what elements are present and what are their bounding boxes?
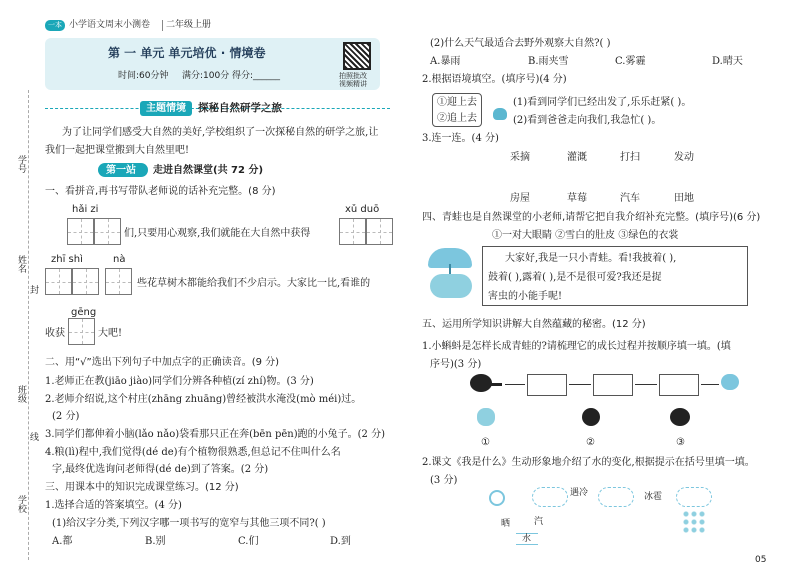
theme-title: 探秘自然研学之旅 — [198, 102, 282, 114]
page-number: 05 — [755, 555, 767, 565]
noun-1[interactable]: 房屋 — [510, 193, 530, 204]
water-label-hail: 冰雹 — [644, 492, 663, 502]
froglet-icon — [477, 408, 495, 426]
cloud-icon — [532, 487, 568, 507]
pinyin-xuduo: xǔ duō — [345, 204, 380, 215]
weather-a[interactable]: A.暴雨 — [430, 56, 461, 67]
side-label-xuehao: 学号 — [16, 155, 26, 173]
tian-box[interactable] — [45, 268, 72, 295]
tian-box[interactable] — [339, 218, 366, 245]
weather-d[interactable]: D.晴天 — [712, 56, 743, 67]
umbrella-frog-illustration — [422, 244, 480, 304]
weather-c[interactable]: C.雾霾 — [615, 56, 646, 67]
score-info: 满分:100分 — [182, 71, 230, 81]
tian-box[interactable] — [105, 268, 132, 295]
noun-4[interactable]: 田地 — [674, 193, 694, 204]
tian-box[interactable] — [366, 218, 393, 245]
q5-2b: (3 分) — [430, 475, 458, 486]
q1-text-3b: 大吧! — [98, 328, 123, 339]
sun-icon — [489, 490, 505, 506]
frog-icon — [493, 108, 507, 120]
tian-box[interactable] — [94, 218, 121, 245]
q3-3: 2.根据语境填空。(填序号)(4 分) — [422, 74, 567, 85]
tian-box[interactable] — [68, 318, 95, 345]
verb-4[interactable]: 发动 — [674, 152, 694, 163]
q2-item-4b: 字,最终优选询问老师得(dé de)到了答案。(2 分) — [52, 464, 269, 475]
pinyin-haizi: hǎi zi — [72, 204, 99, 215]
side-label-xian: 线 — [30, 433, 40, 443]
q2-item-1: 1.老师正在教(jiāo jiào)同学们分辨各种植(zí zhí)物。(3 分) — [45, 376, 314, 387]
header-badge: 一本 — [45, 20, 65, 31]
water-label-vapor: 汽 — [534, 517, 544, 527]
intro-line-2: 我们一起把课堂搬到大自然里吧! — [45, 145, 190, 156]
answer-box[interactable] — [659, 374, 699, 396]
q1-text-1: 们,只要用心观察,我们就能在大自然中获得 — [124, 228, 311, 239]
q1-title: 一、看拼音,再书写带队老师说的话补充完整。(8 分) — [45, 186, 276, 197]
station1-title: 走进自然课堂(共 72 分) — [153, 165, 264, 176]
option-a[interactable]: A.都 — [52, 536, 73, 547]
q3-4: 3.连一连。(4 分) — [422, 133, 499, 144]
pinyin-geng: gēng — [71, 307, 97, 318]
qr-caption: 拍照批改 视频精讲 — [339, 72, 367, 88]
q5-1b: 序号)(3 分) — [430, 359, 482, 370]
answer-box[interactable] — [593, 374, 633, 396]
score-got: 得分:______ — [232, 71, 281, 81]
option-b[interactable]: B.别 — [145, 536, 166, 547]
grade-label: 二年级上册 — [166, 20, 212, 30]
q5-2: 2.课文《我是什么》生动形象地介绍了水的变化,根据提示在括号里填一填。 — [422, 457, 755, 468]
theme-tag: 主题情境 — [140, 101, 192, 116]
station1-label-text: 第一站 — [106, 165, 136, 176]
water-label-cold: 遇冷 — [570, 488, 589, 498]
q5-1: 1.小蝌蚪是怎样长成青蛙的?请梳理它的成长过程并按顺序填一填。(填 — [422, 341, 731, 352]
verb-2[interactable]: 灌溉 — [567, 152, 587, 163]
tian-box[interactable] — [72, 268, 99, 295]
q4-options: ①一对大眼睛 ②雪白的肚皮 ③绿色的衣裳 — [492, 230, 679, 241]
water-label-sun: 晒 — [501, 519, 511, 529]
side-label-feng: 封 — [30, 286, 40, 296]
q2-item-4: 4.粮(lì)程中,我们觉得(dé de)有个植物很熟悉,但总记不住叫什么名 — [45, 447, 341, 458]
verb-3[interactable]: 打扫 — [620, 152, 640, 163]
water-label-water: 水 — [522, 534, 532, 544]
circle-opt-2: ②追上去 — [437, 113, 477, 124]
q3-2: (2)什么天气最适合去野外观察大自然?( ) — [430, 38, 611, 49]
option-d[interactable]: D.到 — [330, 536, 351, 547]
option-c[interactable]: C.们 — [238, 536, 259, 547]
ctx-1: (1)看到同学们已经出发了,乐乐赶紧( )。 — [513, 97, 692, 108]
q2-title: 二、用“√”选出下列句子中加点字的正确读音。(9 分) — [45, 357, 280, 368]
side-label-xingming: 姓名 — [16, 255, 26, 273]
seq-num-1: ① — [481, 437, 490, 448]
intro-line-1: 为了让同学们感受大自然的美好,学校组织了一次探秘自然的研学之旅,让 — [62, 127, 379, 138]
side-label-banji: 班级 — [16, 385, 26, 403]
q5-title: 五、运用所学知识讲解大自然蕴藏的秘密。(12 分) — [422, 319, 646, 330]
seq-num-2: ② — [586, 437, 595, 448]
q2-item-2: 2.老师介绍说,这个村庄(zhāng zhuāng)曾经被洪水淹没(mò méi)过。 — [45, 394, 362, 405]
ctx-2: (2)看到爸爸走向我们,我急忙( )。 — [513, 115, 662, 126]
weather-b[interactable]: B.雨夹雪 — [528, 56, 569, 67]
tadpole-legs-icon — [582, 408, 600, 426]
tadpole-icon — [470, 374, 492, 392]
noun-3[interactable]: 汽车 — [620, 193, 640, 204]
q2-item-2b: (2 分) — [52, 411, 80, 422]
q3-sub1a: (1)给汉字分类,下列汉字哪一项书写的宽窄与其他三项不同?( ) — [52, 518, 326, 529]
side-label-xuexiao: 学校 — [16, 495, 26, 513]
tadpole-four-legs-icon — [670, 408, 690, 426]
seq-num-3: ③ — [676, 437, 685, 448]
frog-adult-icon — [721, 374, 739, 390]
unit-title: 第 一 单元 单元培优 · 情境卷 — [108, 46, 266, 60]
q3-title: 三、用课本中的知识完成课堂练习。(12 分) — [45, 482, 239, 493]
verb-1[interactable]: 采摘 — [510, 152, 530, 163]
q1-text-2: 些花草树木都能给我们不少启示。大家比一比,看谁的 — [137, 278, 371, 289]
frog-text-3: 害虫的小能手呢! — [488, 291, 563, 302]
q3-sub1: 1.选择合适的答案填空。(4 分) — [45, 500, 182, 511]
cloud-icon — [598, 487, 634, 507]
frog-text-1: 大家好,我是一只小青蛙。看!我披着( ), — [505, 253, 677, 264]
snow-icon — [682, 510, 706, 534]
time-info: 时间:60分钟 — [118, 71, 169, 81]
q2-item-3: 3.同学们都伸着小脑(lǎo nǎo)袋看那只正在奔(bēn pēn)跑的小兔子。(2 分) — [45, 429, 385, 440]
pinyin-na: nà — [113, 254, 126, 265]
tian-box[interactable] — [67, 218, 94, 245]
qr-code[interactable] — [343, 42, 371, 70]
pinyin-zhishi: zhī shì — [51, 254, 83, 265]
book-title: 小学语文周末小测卷 — [69, 20, 151, 30]
q4-title: 四、青蛙也是自然课堂的小老师,请帮它把自我介绍补充完整。(填序号)(6 分) — [422, 212, 761, 223]
frog-text-2: 鼓着( ),露着( ),是不是很可爱?我还是捉 — [488, 272, 662, 283]
noun-2[interactable]: 草莓 — [567, 193, 587, 204]
q1-text-3a: 收获 — [45, 328, 65, 339]
cloud-icon — [676, 487, 712, 507]
circle-opt-1: ①迎上去 — [437, 97, 477, 108]
answer-box[interactable] — [527, 374, 567, 396]
